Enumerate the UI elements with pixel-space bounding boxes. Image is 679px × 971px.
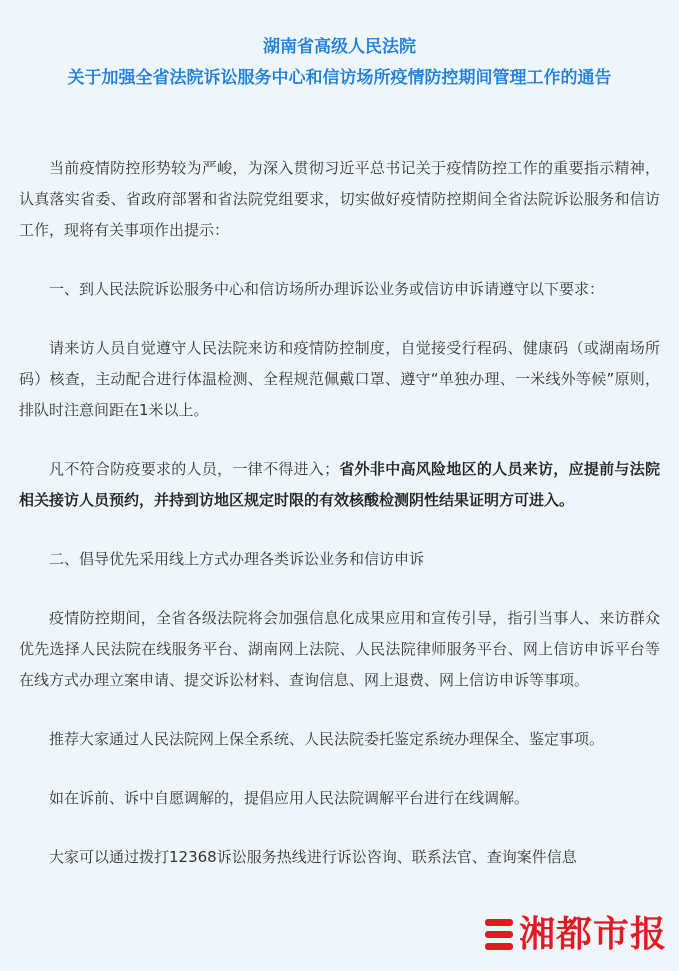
entry-requirements-normal: 凡不符合防疫要求的人员，一律不得进入； <box>49 460 340 478</box>
paragraph-visitor-rules: 请来访人员自觉遵守人民法院来访和疫情防控制度，自觉接受行程码、健康码（或湖南场所码）核查，主动配合进行体温检测、全程规范佩戴口罩、遵守“单独办理、一米线外等候”原则，排队时注意间距在1米以上。 <box>19 339 660 419</box>
paragraph-intro: 当前疫情防控形势较为严峻，为深入贯彻习近平总书记关于疫情防控工作的重要指示精神，认真落实省委、省政府部署和省法院党组要求，切实做好疫情防控期间全省法院诉讼服务和信访工作，现将有关事项作出提示： <box>19 159 660 239</box>
paragraph-section-two-heading: 二、倡导优先采用线上方式办理各类诉讼业务和信访申诉 <box>49 550 425 568</box>
paragraph-online-services: 疫情防控期间，全省各级法院将会加强信息化成果应用和宣传引导，指引当事人、来访群众优先选择人民法院在线服务平台、湖南网上法院、人民法院律师服务平台、网上信访申诉平台等在线方式办理立案申请、提交诉讼材料、查询信息、网上退费、网上信访申诉等事项。 <box>19 609 660 689</box>
watermark-logo <box>467 907 667 963</box>
paragraph-entry-requirements <box>19 454 660 516</box>
entry-requirements-bold: 省外非中高风险地区的人员来访，应提前与法院相关接访人员预约，并持到访地区规定时限的有效核酸检测阴性结果证明方可进入。 <box>19 460 660 509</box>
watermark-text: 湘都市报 <box>518 914 667 955</box>
paragraph-preservation-appraisal: 推荐大家通过人民法院网上保全系统、人民法院委托鉴定系统办理保全、鉴定事项。 <box>49 730 605 748</box>
article-title-line2: 关于加强全省法院诉讼服务中心和信访场所疫情防控期间管理工作的通告 <box>67 68 612 88</box>
paragraph-hotline: 大家可以通过拨打12368诉讼服务热线进行诉讼咨询、联系法官、查询案件信息 <box>49 848 577 866</box>
paragraph-online-mediation: 如在诉前、诉中自愿调解的，提倡应用人民法院调解平台进行在线调解。 <box>49 789 530 807</box>
article-body <box>19 153 660 873</box>
paragraph-section-one-heading: 一、到人民法院诉讼服务中心和信访场所办理诉讼业务或信访申诉请遵守以下要求： <box>49 280 605 298</box>
watermark-stripes-icon <box>485 915 513 955</box>
article-title-line1: 湖南省高级人民法院 <box>263 37 416 57</box>
